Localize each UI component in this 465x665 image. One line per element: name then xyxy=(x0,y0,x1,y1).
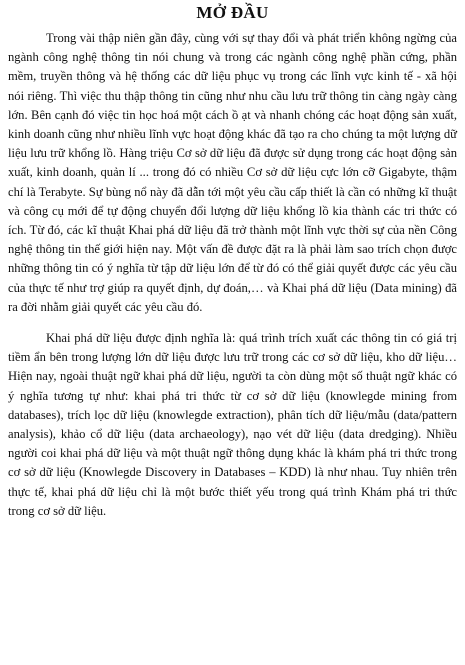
document-page xyxy=(8,2,457,521)
body-paragraph-1: Trong vài thập niên gần đây, cùng với sự thay đổi và phát triển không ngừng của ngành công nghệ thông tin nói chung và trong các ngành công nghệ phần cứng, phần mềm, truyền thông và hệ thống các dữ liệu phục vụ trong các lĩnh vực kinh tế - xã hội nói riêng. Thì việc thu thập thông tin cũng như nhu cầu lưu trữ thông tin càng ngày càng lớn. Bên cạnh đó việc tin học hoá một cách ồ ạt và nhanh chóng các hoạt động sản xuất, kinh doanh cũng như nhiều lĩnh vực hoạt động khác đã tạo ra cho chúng ta một lượng dữ liệu lưu trữ khổng lồ. Hàng triệu Cơ sở dữ liệu đã được sử dụng trong các hoạt động sản xuất, kinh doanh, quản lí ... trong đó có nhiều Cơ sở dữ liệu cực lớn cỡ Gigabyte, thậm chí là Terabyte. Sự bùng nổ này đã dẫn tới một yêu cầu cấp thiết là cần có những kĩ thuật và công cụ mới để tự động chuyển đổi lượng dữ liệu khổng lồ kia thành các tri thức có ích. Từ đó, các kĩ thuật Khai phá dữ liệu đã trở thành một lĩnh vực thời sự của nền Công nghệ thông tin thế giới hiện nay. Một vấn đề được đặt ra là phải làm sao trích chọn được những thông tin có ý nghĩa từ tập dữ liệu lớn để từ đó có thể giải quyết được các yêu cầu của thực tế như trợ giúp ra quyết định, dự đoán,… và Khai phá dữ liệu (Data mining) đã ra đời nhằm giải quyết các yêu cầu đó. xyxy=(8,31,457,314)
body-paragraph-2: Khai phá dữ liệu được định nghĩa là: quá trình trích xuất các thông tin có giá trị tiềm ẩn bên trong lượng lớn dữ liệu được lưu trữ trong các cơ sở dữ liệu, kho dữ liệu…Hiện nay, ngoài thuật ngữ khai phá dữ liệu, người ta còn dùng một số thuật ngữ khác có ý nghĩa tương tự như: khai phá tri thức từ cơ sở dữ liệu (knowlegde mining from databases), trích lọc dữ liệu (knowlegde extraction), phân tích dữ liệu/mẫu (data/pattern analysis), khảo cổ dữ liệu (data archaeology), nạo vét dữ liệu (data dredging). Nhiều người coi khai phá dữ liệu và một thuật ngữ thông dụng khác là khám phá tri thức trong cơ sở dữ liệu (Knowlegde Discovery in Databases – KDD) là như nhau. Tuy nhiên trên thực tế, khai phá dữ liệu chỉ là một bước thiết yếu trong quá trình Khám phá tri thức trong cơ sở dữ liệu. xyxy=(8,331,457,518)
document-title: MỞ ĐẦU xyxy=(196,3,269,22)
